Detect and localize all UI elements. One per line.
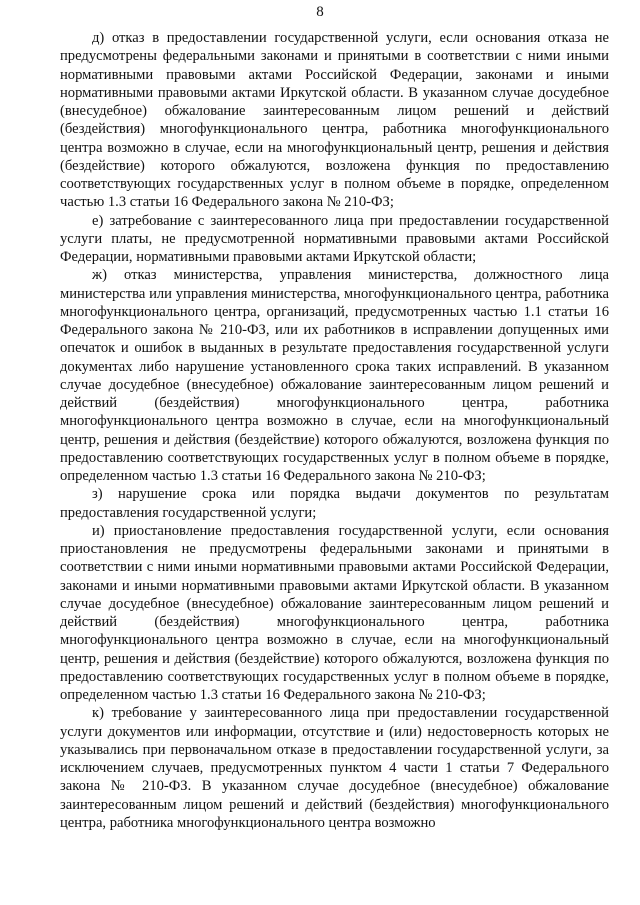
paragraph-k: к) требование у заинтересованного лица при предоставлении государственной услуги документов или информации, отсутствие и (или) недостоверность которых не указывались при первоначальном отказе в предоставлении государственной услуги, за исключением случаев, предусмотренных пунктом 4 части 1 статьи 7 Федерального закона № 210-ФЗ. В указанном случае досудебное (внесудебное) обжалование заинтересованным лицом решений и действий (бездействия) многофункционального центра, работника многофункционального центра возможно	[60, 705, 609, 831]
paragraph-e: е) затребование с заинтересованного лица при предоставлении государственной услуги платы, не предусмотренной нормативными правовыми актами Российской Федерации, нормативными правовыми актами Иркутской области;	[60, 212, 609, 265]
paragraph-d: д) отказ в предоставлении государственной услуги, если основания отказа не предусмотрены федеральными законами и принятыми в соответствии с ними иными нормативными правовыми актами Российской Федерации, законами и иными нормативными правовыми актами Иркутской области. В указанном случае досудебное (внесудебное) обжалование заинтересованным лицом решений и действий (бездействия) многофункционального центра, работника многофункционального центра возможно в случае, если на многофункциональный центр, решения и действия (бездействие) которого обжалуются, возложена функция по предоставлению соответствующих государственных услуг в полном объеме в порядке, определенном частью 1.3 статьи 16 Федерального закона № 210-ФЗ;	[60, 30, 609, 211]
document-body	[60, 29, 609, 832]
page-number: 8	[316, 4, 324, 20]
paragraph-z: з) нарушение срока или порядка выдачи документов по результатам предоставления государственной услуги;	[60, 486, 609, 521]
paragraph-i: и) приостановление предоставления государственной услуги, если основания приостановления не предусмотрены федеральными законами и принятыми в соответствии с ними иными нормативными правовыми актами Российской Федерации, законами и иными нормативными правовыми актами Иркутской области. В указанном случае досудебное (внесудебное) обжалование заинтересованным лицом решений и действий (бездействия) многофункционального центра, работника многофункционального центра возможно в случае, если на многофункциональный центр, решения и действия (бездействие) которого обжалуются, возложена функция по предоставлению соответствующих государственных услуг в полном объеме в порядке, определенном частью 1.3 статьи 16 Федерального закона № 210-ФЗ;	[60, 522, 609, 703]
paragraph-zh: ж) отказ министерства, управления министерства, должностного лица министерства или управления министерства, многофункционального центра, работника многофункционального центра, организаций, предусмотренных частью 1.1 статьи 16 Федерального закона № 210-ФЗ, или их работников в исправлении допущенных ими опечаток и ошибок в выданных в результате предоставления государственной услуги документах либо нарушение установленного срока таких исправлений. В указанном случае досудебное (внесудебное) обжалование заинтересованным лицом решений и действий (бездействия) многофункционального центра, работника многофункционального центра возможно в случае, если на многофункциональный центр, решения и действия (бездействие) которого обжалуются, возложена функция по предоставлению соответствующих государственных услуг в полном объеме в порядке, определенном частью 1.3 статьи 16 Федерального закона № 210-ФЗ;	[60, 267, 609, 484]
